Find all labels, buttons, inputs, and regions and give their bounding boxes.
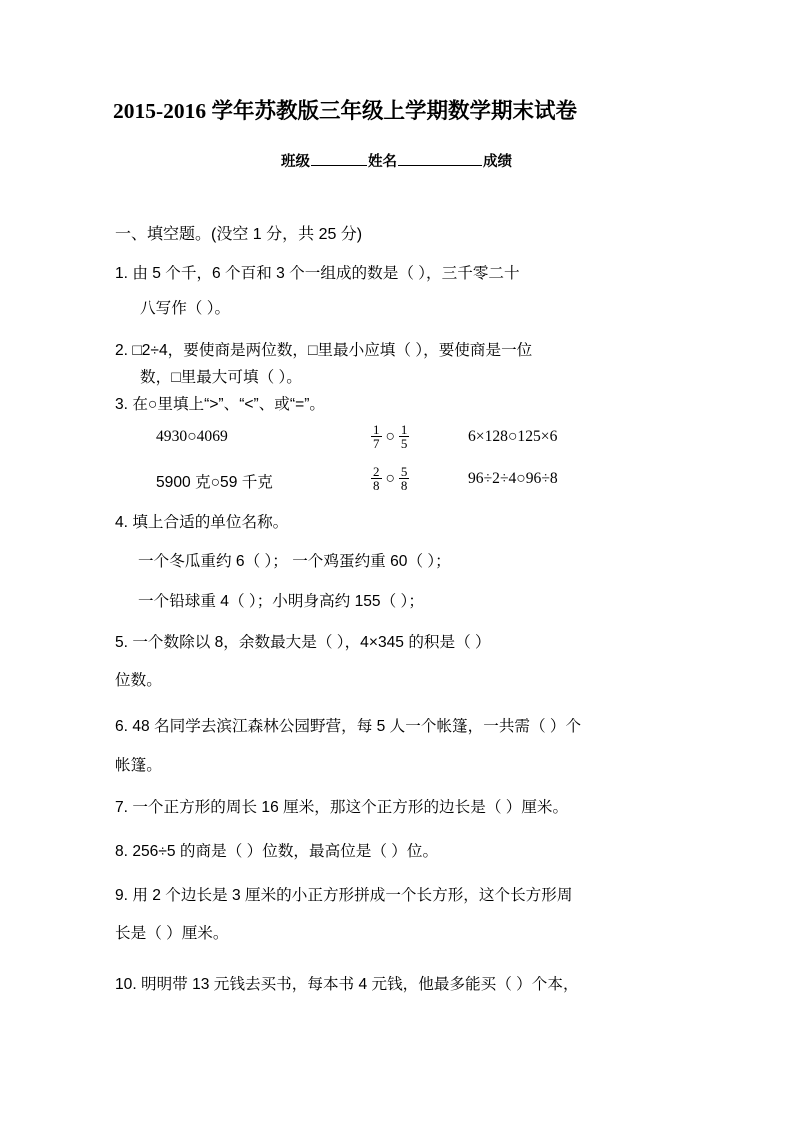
question-3-compare-1b (370, 424, 410, 452)
question-4-line-3: 一个铅球重 4（ ）；小明身高约 155（ ）； (138, 593, 424, 610)
question-3-compare-2c: 96÷2÷4○96÷8 (468, 470, 558, 487)
question-5-line-2: 位数。 (115, 672, 162, 689)
question-3-line-1: 3. 在○里填上“>”、“<”、或“=”。 (115, 396, 325, 413)
question-9-line-2: 长是（ ）厘米。 (115, 925, 229, 942)
section-heading-fill-in-blanks: 一、填空题。(没空 1 分，共 25 分) (115, 226, 363, 243)
compare-circle-blank[interactable]: ○ (385, 428, 395, 446)
class-label: 班级 (281, 154, 310, 170)
question-3-compare-1a: 4930○4069 (156, 428, 228, 445)
question-10-line-1: 10. 明明带 13 元钱去买书，每本书 4 元钱，他最多能买（ ）个本， (115, 976, 579, 993)
question-5-line-1: 5. 一个数除以 8，余数最大是（ ），4×345 的积是（ ） (115, 634, 491, 651)
question-4-line-2: 一个冬瓜重约 6（ ）； 一个鸡蛋约重 60（ ）； (138, 553, 451, 570)
question-6-line-2: 帐篷。 (115, 757, 162, 774)
question-1-line-1: 1. 由 5 个千，6 个百和 3 个一组成的数是（ ），三千零二十 (115, 265, 520, 282)
question-6-line-1: 6. 48 名同学去滨江森林公园野营，每 5 人一个帐篷，一共需（ ）个 (115, 718, 582, 735)
name-label: 姓名 (368, 154, 397, 170)
compare-circle-blank[interactable]: ○ (385, 470, 395, 488)
fraction-five-eighths: $\frac{5}{8}$ (400, 464, 408, 494)
question-3-compare-2b (370, 466, 410, 494)
question-2-line-2: 数，□里最大可填（ ）。 (140, 369, 302, 386)
class-blank-rule[interactable] (311, 151, 367, 166)
question-1-line-2: 八写作（ ）。 (140, 300, 231, 317)
question-3-compare-1c: 6×128○125×6 (468, 428, 558, 445)
page-title: 2015-2016 学年苏教版三年级上学期数学期末试卷 (113, 99, 578, 123)
question-3-compare-2a: 5900 克○59 千克 (156, 474, 273, 491)
fraction-one-fifth: $\frac{1}{5}$ (400, 422, 408, 452)
question-2-line-1: 2. □2÷4，要使商是两位数，□里最小应填（ ），要使商是一位 (115, 342, 533, 359)
question-9-line-1: 9. 用 2 个边长是 3 厘米的小正方形拼成一个长方形，这个长方形周 (115, 887, 573, 904)
student-info-line (0, 150, 793, 171)
question-4-line-1: 4. 填上合适的单位名称。 (115, 514, 289, 531)
question-7-line-1: 7. 一个正方形的周长 16 厘米，那这个正方形的边长是（ ）厘米。 (115, 799, 569, 816)
fraction-one-seventh: $\frac{1}{7}$ (373, 422, 380, 452)
fraction-two-eighths: $\frac{2}{8}$ (373, 464, 380, 494)
score-label: 成绩 (483, 154, 512, 170)
name-blank-rule[interactable] (398, 151, 482, 166)
question-8-line-1: 8. 256÷5 的商是（ ）位数，最高位是（ ）位。 (115, 843, 439, 860)
